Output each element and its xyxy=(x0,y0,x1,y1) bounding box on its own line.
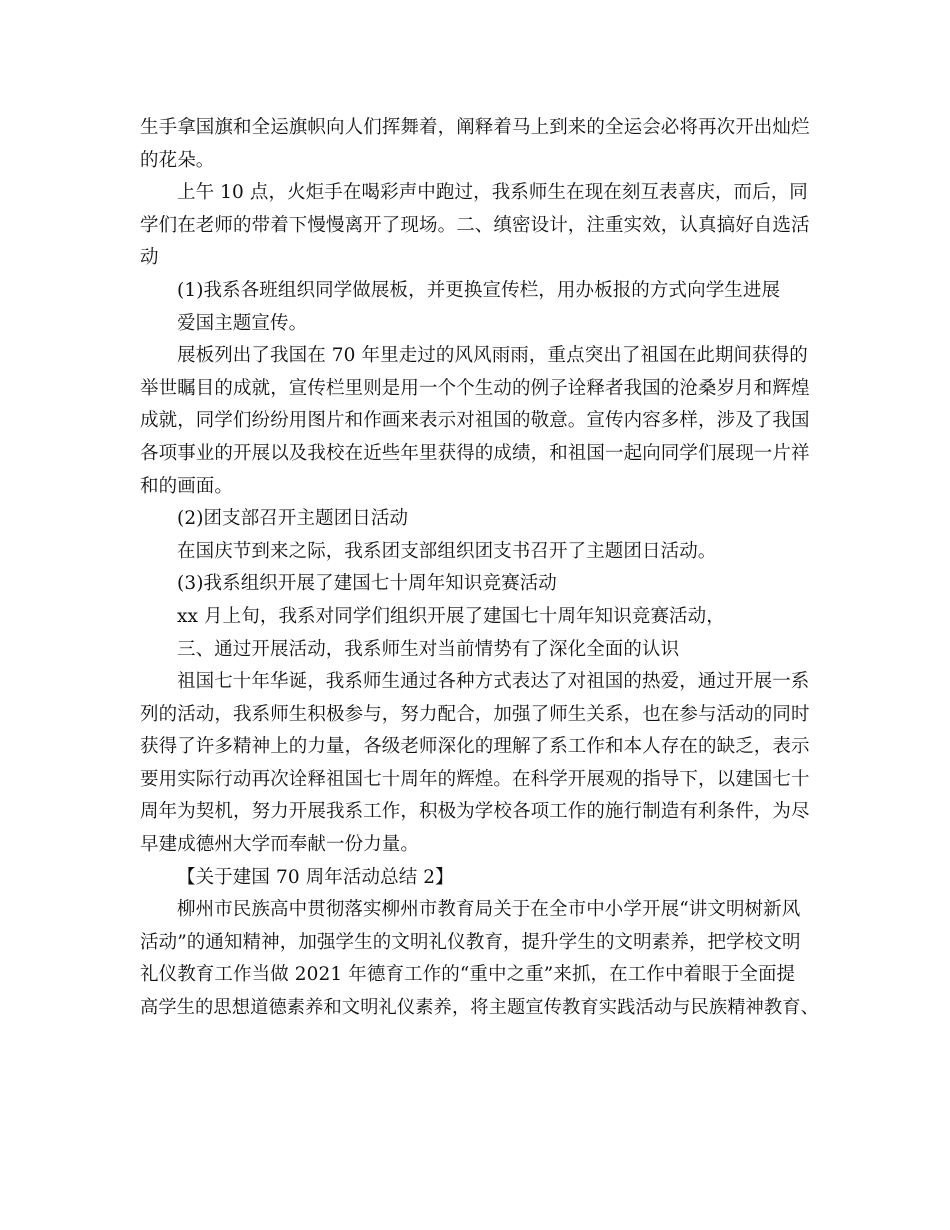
text-line: 爱国主题宣传。 xyxy=(177,312,308,334)
text-line: 列的活动，我系师生积极参与，努力配合，加强了师生关系，也在参与活动的同时 xyxy=(140,703,810,725)
text-line: 展板列出了我国在 70 年里走过的风风雨雨，重点突出了祖国在此期间获得的 xyxy=(177,345,808,367)
text-line: 的花朵。 xyxy=(140,149,215,171)
text-line: 要用实际行动再次诠释祖国七十周年的辉煌。在科学开展观的指导下，以建国七十 xyxy=(140,768,810,790)
section-heading: 三、通过开展活动，我系师生对当前情势有了深化全面的认识 xyxy=(177,638,680,660)
text-line: (2)团支部召开主题团日活动 xyxy=(177,508,409,530)
text-line: 礼仪教育工作当做 2021 年德育工作的“重中之重”来抓，在工作中着眼于全面提 xyxy=(140,964,796,986)
text-line: 学们在老师的带着下慢慢离开了现场。二、缜密设计，注重实效，认真搞好自选活 xyxy=(140,214,810,236)
text-line: 各项事业的开展以及我校在近些年里获得的成绩，和祖国一起向同学们展现一片祥 xyxy=(140,442,810,464)
text-line: 生手拿国旗和全运旗帜向人们挥舞着，阐释着马上到来的全运会必将再次开出灿烂 xyxy=(140,117,810,138)
text-line: 高学生的思想道德素养和文明礼仪素养，将主题宣传教育实践活动与民族精神教育、 xyxy=(140,997,819,1019)
text-line: 动 xyxy=(140,247,159,269)
article-title: 【关于建国 70 周年活动总结 2】 xyxy=(177,866,454,888)
text-line: (3)我系组织开展了建国七十周年知识竞赛活动 xyxy=(177,573,557,595)
text-line: 祖国七十年华诞，我系师生通过各种方式表达了对祖国的热爱，通过开展一系 xyxy=(177,671,810,693)
text-line: 在国庆节到来之际，我系团支部组织团支书召开了主题团日活动。 xyxy=(177,540,717,562)
text-line: 获得了许多精神上的力量，各级老师深化的理解了系工作和本人存在的缺乏，表示 xyxy=(140,736,810,758)
text-line: 举世瞩目的成就，宣传栏里则是用一个个生动的例子诠释者我国的沧桑岁月和辉煌 xyxy=(140,377,810,399)
text-line: (1)我系各班组织同学做展板，并更换宣传栏，用办板报的方式向学生进展 xyxy=(177,279,781,301)
text-line: 柳州市民族高中贯彻落实柳州市教育局关于在全市中小学开展“讲文明树新风 xyxy=(177,899,801,921)
text-line: 活动”的通知精神，加强学生的文明礼仪教育，提升学生的文明素养，把学校文明 xyxy=(140,931,801,953)
text-line: 成就，同学们纷纷用图片和作画来表示对祖国的敬意。宣传内容多样，涉及了我国 xyxy=(140,410,810,432)
text-line: 上午 10 点，火炬手在喝彩声中跑过，我系师生在现在刻互表喜庆，而后，同 xyxy=(177,182,808,204)
text-line: 和的画面。 xyxy=(140,475,234,497)
text-line: 周年为契机，努力开展我系工作，积极为学校各项工作的施行制造有利条件，为尽 xyxy=(140,801,810,823)
body-text xyxy=(140,112,820,1025)
text-line: 早建成德州大学而奉献一份力量。 xyxy=(140,834,420,856)
text-line: xx 月上旬，我系对同学们组织开展了建国七十周年知识竞赛活动， xyxy=(177,605,725,627)
